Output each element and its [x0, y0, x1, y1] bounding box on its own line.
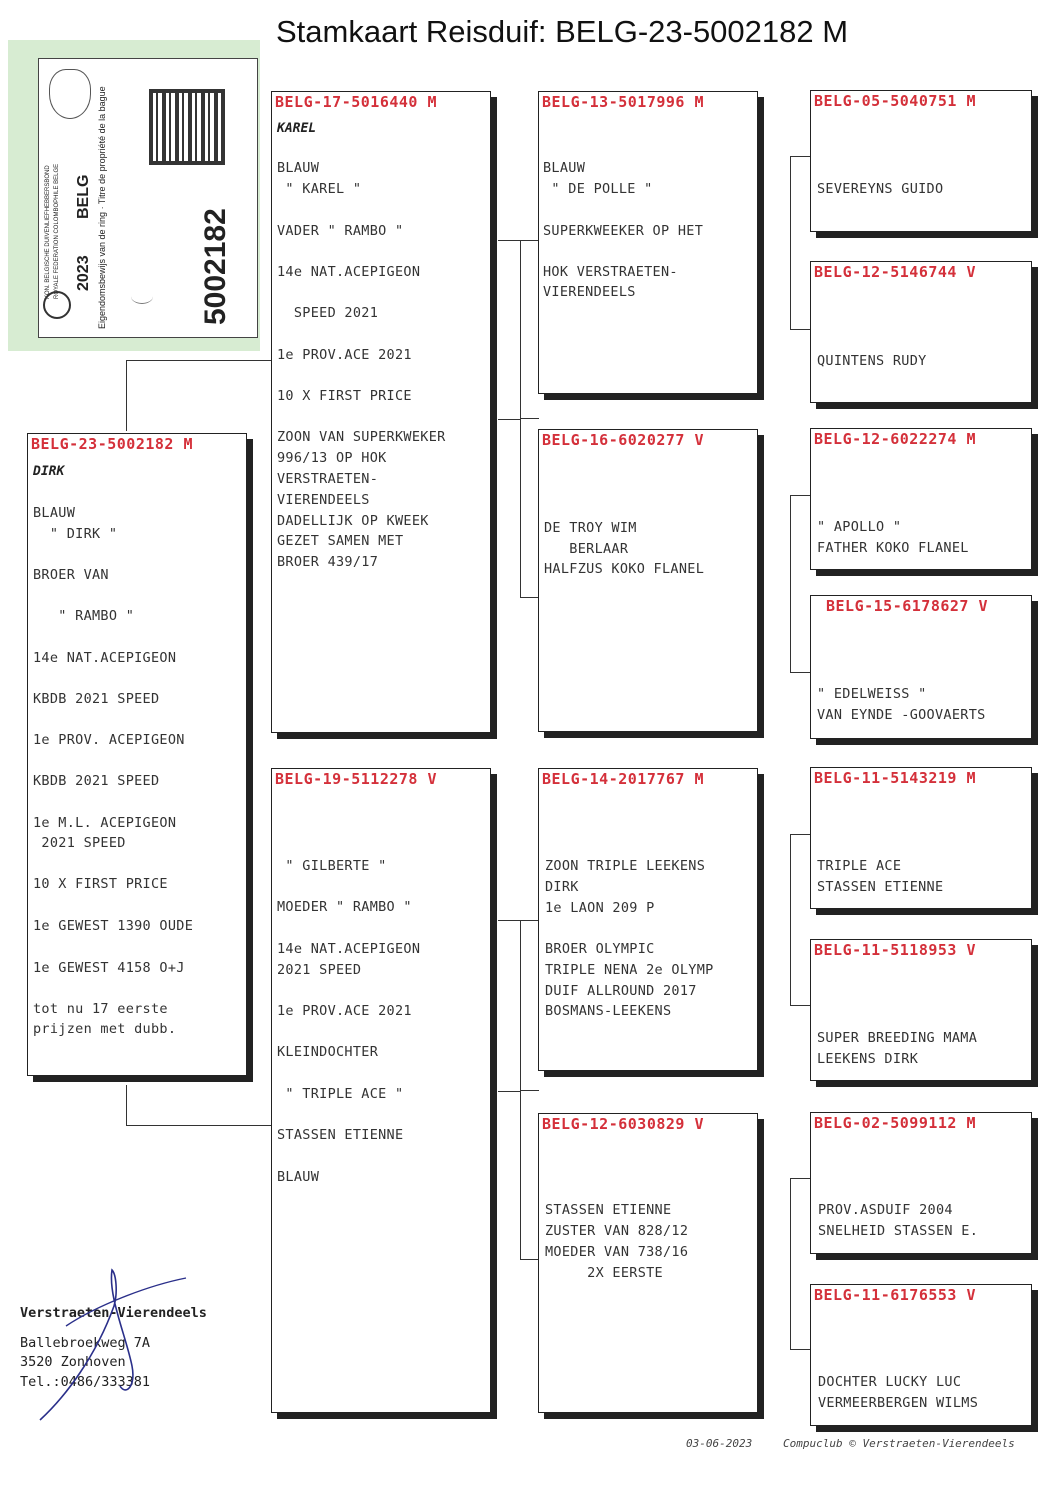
subject-line: BROER VAN: [33, 567, 109, 583]
grandparent-line: 1e LAON 209 P: [545, 900, 655, 916]
subject-line: 2021 SPEED: [33, 835, 126, 851]
great-grandparent-line: TRIPLE ACE: [817, 858, 902, 874]
grandparent-box: [538, 91, 758, 394]
owner-phone: Tel.:0486/333381: [20, 1374, 151, 1390]
great-grandparent-ring: BELG-12-5146744 V: [814, 263, 977, 281]
subject-line: " DIRK ": [33, 526, 118, 542]
federation-emblem-icon: [43, 291, 71, 319]
subject-line: 1e GEWEST 1390 OUDE: [33, 918, 194, 934]
mother-box: [271, 768, 491, 1413]
great-grandparent-line: QUINTENS RUDY: [817, 353, 927, 369]
ring-year: 2023: [75, 255, 92, 291]
great-grandparent-box: [810, 1284, 1032, 1426]
great-grandparent-line: FATHER KOKO FLANEL: [817, 540, 969, 556]
mother-line: BLAUW: [277, 1169, 320, 1185]
owner-street: Ballebroekweg 7A: [20, 1335, 151, 1351]
subject-line: 1e M.L. ACEPIGEON: [33, 815, 177, 831]
subject-line: " RAMBO ": [33, 608, 135, 624]
father-line: GEZET SAMEN MET: [277, 533, 404, 549]
connector-subject-father: [126, 360, 273, 431]
father-box: [271, 91, 491, 733]
great-grandparent-ring: BELG-02-5099112 M: [814, 1114, 977, 1132]
connector-gp2: [520, 418, 539, 598]
great-grandparent-box: [810, 595, 1032, 739]
mother-line: STASSEN ETIENNE: [277, 1127, 404, 1143]
connector-ggp12: [790, 156, 811, 330]
grandparent-line: DE TROY WIM: [544, 520, 637, 536]
grandparent-box: [538, 429, 758, 732]
father-line: 10 X FIRST PRICE: [277, 388, 412, 404]
subject-box: [27, 433, 247, 1076]
great-grandparent-line: VAN EYNDE -GOOVAERTS: [817, 707, 986, 723]
father-line: DADELLIJK OP KWEEK: [277, 513, 429, 529]
grandparent-ring: BELG-14-2017767 M: [542, 770, 705, 788]
mother-line: 1e PROV.ACE 2021: [277, 1003, 412, 1019]
father-line: BROER 439/17: [277, 554, 379, 570]
father-line: VIERENDEELS: [277, 492, 370, 508]
grandparent-line: TRIPLE NENA 2e OLYMP: [545, 962, 714, 978]
grandparent-ring: BELG-13-5017996 M: [542, 93, 705, 111]
subject-line: 1e PROV. ACEPIGEON: [33, 732, 185, 748]
grandparent-box: [538, 1113, 758, 1413]
card-fold-mark: [131, 289, 153, 304]
subject-line: 10 X FIRST PRICE: [33, 876, 168, 892]
grandparent-line: ZUSTER VAN 828/12: [545, 1223, 689, 1239]
subject-line: KBDB 2021 SPEED: [33, 773, 160, 789]
connector-ggp56: [790, 834, 811, 1006]
father-line: ZOON VAN SUPERKWEKER: [277, 429, 446, 445]
grandparent-line: BROER OLYMPIC: [545, 941, 655, 957]
connector-father-gp: [498, 240, 521, 420]
grandparent-line: VIERENDEELS: [543, 284, 636, 300]
great-grandparent-line: SNELHEID STASSEN E.: [818, 1223, 979, 1239]
connector-gp4: [520, 1090, 539, 1260]
subject-line: 1e GEWEST 4158 O+J: [33, 960, 185, 976]
great-grandparent-line: LEEKENS DIRK: [817, 1051, 919, 1067]
mother-line: 14e NAT.ACEPIGEON: [277, 941, 421, 957]
grandparent-line: STASSEN ETIENNE: [545, 1202, 672, 1218]
great-grandparent-box: [810, 428, 1032, 570]
great-grandparent-line: SEVEREYNS GUIDO: [817, 181, 944, 197]
father-line: BLAUW: [277, 160, 320, 176]
subject-name: DIRK: [33, 464, 65, 479]
great-grandparent-line: VERMEERBERGEN WILMS: [818, 1395, 979, 1411]
subject-line: tot nu 17 eerste: [33, 1001, 168, 1017]
grandparent-ring: BELG-16-6020277 V: [542, 431, 705, 449]
great-grandparent-ring: BELG-15-6178627 V: [826, 597, 989, 615]
mother-line: " TRIPLE ACE ": [277, 1086, 404, 1102]
grandparent-line: SUPERKWEEKER OP HET: [543, 223, 704, 239]
grandparent-line: " DE POLLE ": [543, 181, 653, 197]
grandparent-line: MOEDER VAN 738/16: [545, 1244, 689, 1260]
father-ring: BELG-17-5016440 M: [275, 93, 438, 111]
grandparent-line: BERLAAR: [544, 541, 629, 557]
print-date: 03-06-2023: [686, 1437, 753, 1450]
grandparent-line: BLAUW: [543, 160, 586, 176]
grandparent-line: DUIF ALLROUND 2017: [545, 983, 697, 999]
connector-ggp34: [790, 495, 811, 673]
connector-gp3: [520, 920, 538, 921]
great-grandparent-line: STASSEN ETIENNE: [817, 879, 944, 895]
great-grandparent-box: [810, 939, 1032, 1081]
owner-city: 3520 Zonhoven: [20, 1354, 126, 1370]
mother-line: MOEDER " RAMBO ": [277, 899, 412, 915]
connector-mother-gp: [498, 920, 521, 1092]
great-grandparent-ring: BELG-11-5118953 V: [814, 941, 977, 959]
connector-gp1: [520, 240, 538, 241]
great-grandparent-line: " APOLLO ": [817, 519, 902, 535]
great-grandparent-line: " EDELWEISS ": [817, 686, 927, 702]
subject-line: 14e NAT.ACEPIGEON: [33, 650, 177, 666]
grandparent-ring: BELG-12-6030829 V: [542, 1115, 705, 1133]
connector-subject-mother: [126, 1085, 273, 1126]
father-line: 1e PROV.ACE 2021: [277, 347, 412, 363]
great-grandparent-box: [810, 1112, 1032, 1254]
grandparent-line: HALFZUS KOKO FLANEL: [544, 561, 705, 577]
federation-name-nl: KON. BELGISCHE DUIVENLIEFHEBBERSBOND: [45, 165, 51, 299]
footer-credit: Compuclub © Verstraeten-Vierendeels: [783, 1437, 1015, 1450]
father-line: SPEED 2021: [277, 305, 379, 321]
subject-line: BLAUW: [33, 505, 76, 521]
mother-ring: BELG-19-5112278 V: [275, 770, 438, 788]
great-grandparent-ring: BELG-11-5143219 M: [814, 769, 977, 787]
great-grandparent-line: DOCHTER LUCKY LUC: [818, 1374, 962, 1390]
great-grandparent-box: [810, 767, 1032, 909]
father-name: KAREL: [277, 121, 317, 136]
subject-ring: BELG-23-5002182 M: [31, 435, 194, 453]
ring-country: BELG: [75, 174, 92, 219]
federation-name-fr: ROYALE FEDERATION COLOMBOPHILE BELGE: [54, 163, 60, 299]
page-title: Stamkaart Reisduif: BELG-23-5002182 M: [276, 14, 849, 49]
great-grandparent-box: [810, 90, 1032, 232]
grandparent-line: 2X EERSTE: [545, 1265, 663, 1281]
connector-ggp78: [790, 1178, 811, 1350]
grandparent-box: [538, 768, 758, 1071]
great-grandparent-line: SUPER BREEDING MAMA: [817, 1030, 978, 1046]
great-grandparent-box: [810, 261, 1032, 403]
father-line: VERSTRAETEN-: [277, 471, 379, 487]
great-grandparent-line: PROV.ASDUIF 2004: [818, 1202, 953, 1218]
grandparent-line: BOSMANS-LEEKENS: [545, 1003, 672, 1019]
signature-icon: [36, 1266, 196, 1426]
ring-card: [8, 40, 260, 351]
father-line: " KAREL ": [277, 181, 362, 197]
mother-line: 2021 SPEED: [277, 962, 362, 978]
father-line: 996/13 OP HOK: [277, 450, 387, 466]
mother-line: KLEINDOCHTER: [277, 1044, 379, 1060]
father-line: VADER " RAMBO ": [277, 223, 404, 239]
subject-line: prijzen met dubb.: [33, 1021, 177, 1037]
ring-card-inner: [38, 58, 258, 338]
owner-name: Verstraeten-Vierendeels: [20, 1305, 207, 1321]
qr-code-icon: [149, 89, 225, 165]
subject-line: KBDB 2021 SPEED: [33, 691, 160, 707]
grandparent-line: ZOON TRIPLE LEEKENS: [545, 858, 706, 874]
great-grandparent-ring: BELG-12-6022274 M: [814, 430, 977, 448]
grandparent-line: HOK VERSTRAETEN-: [543, 264, 678, 280]
ring-number: 5002182: [199, 208, 232, 325]
dove-logo-icon: [49, 69, 91, 119]
great-grandparent-ring: BELG-11-6176553 V: [814, 1286, 977, 1304]
great-grandparent-ring: BELG-05-5040751 M: [814, 92, 977, 110]
father-line: 14e NAT.ACEPIGEON: [277, 264, 421, 280]
grandparent-line: DIRK: [545, 879, 579, 895]
ownership-text: Eigendomsbewijs van de ring · Titre de propriété de la bague: [97, 86, 107, 329]
mother-line: " GILBERTE ": [277, 858, 387, 874]
